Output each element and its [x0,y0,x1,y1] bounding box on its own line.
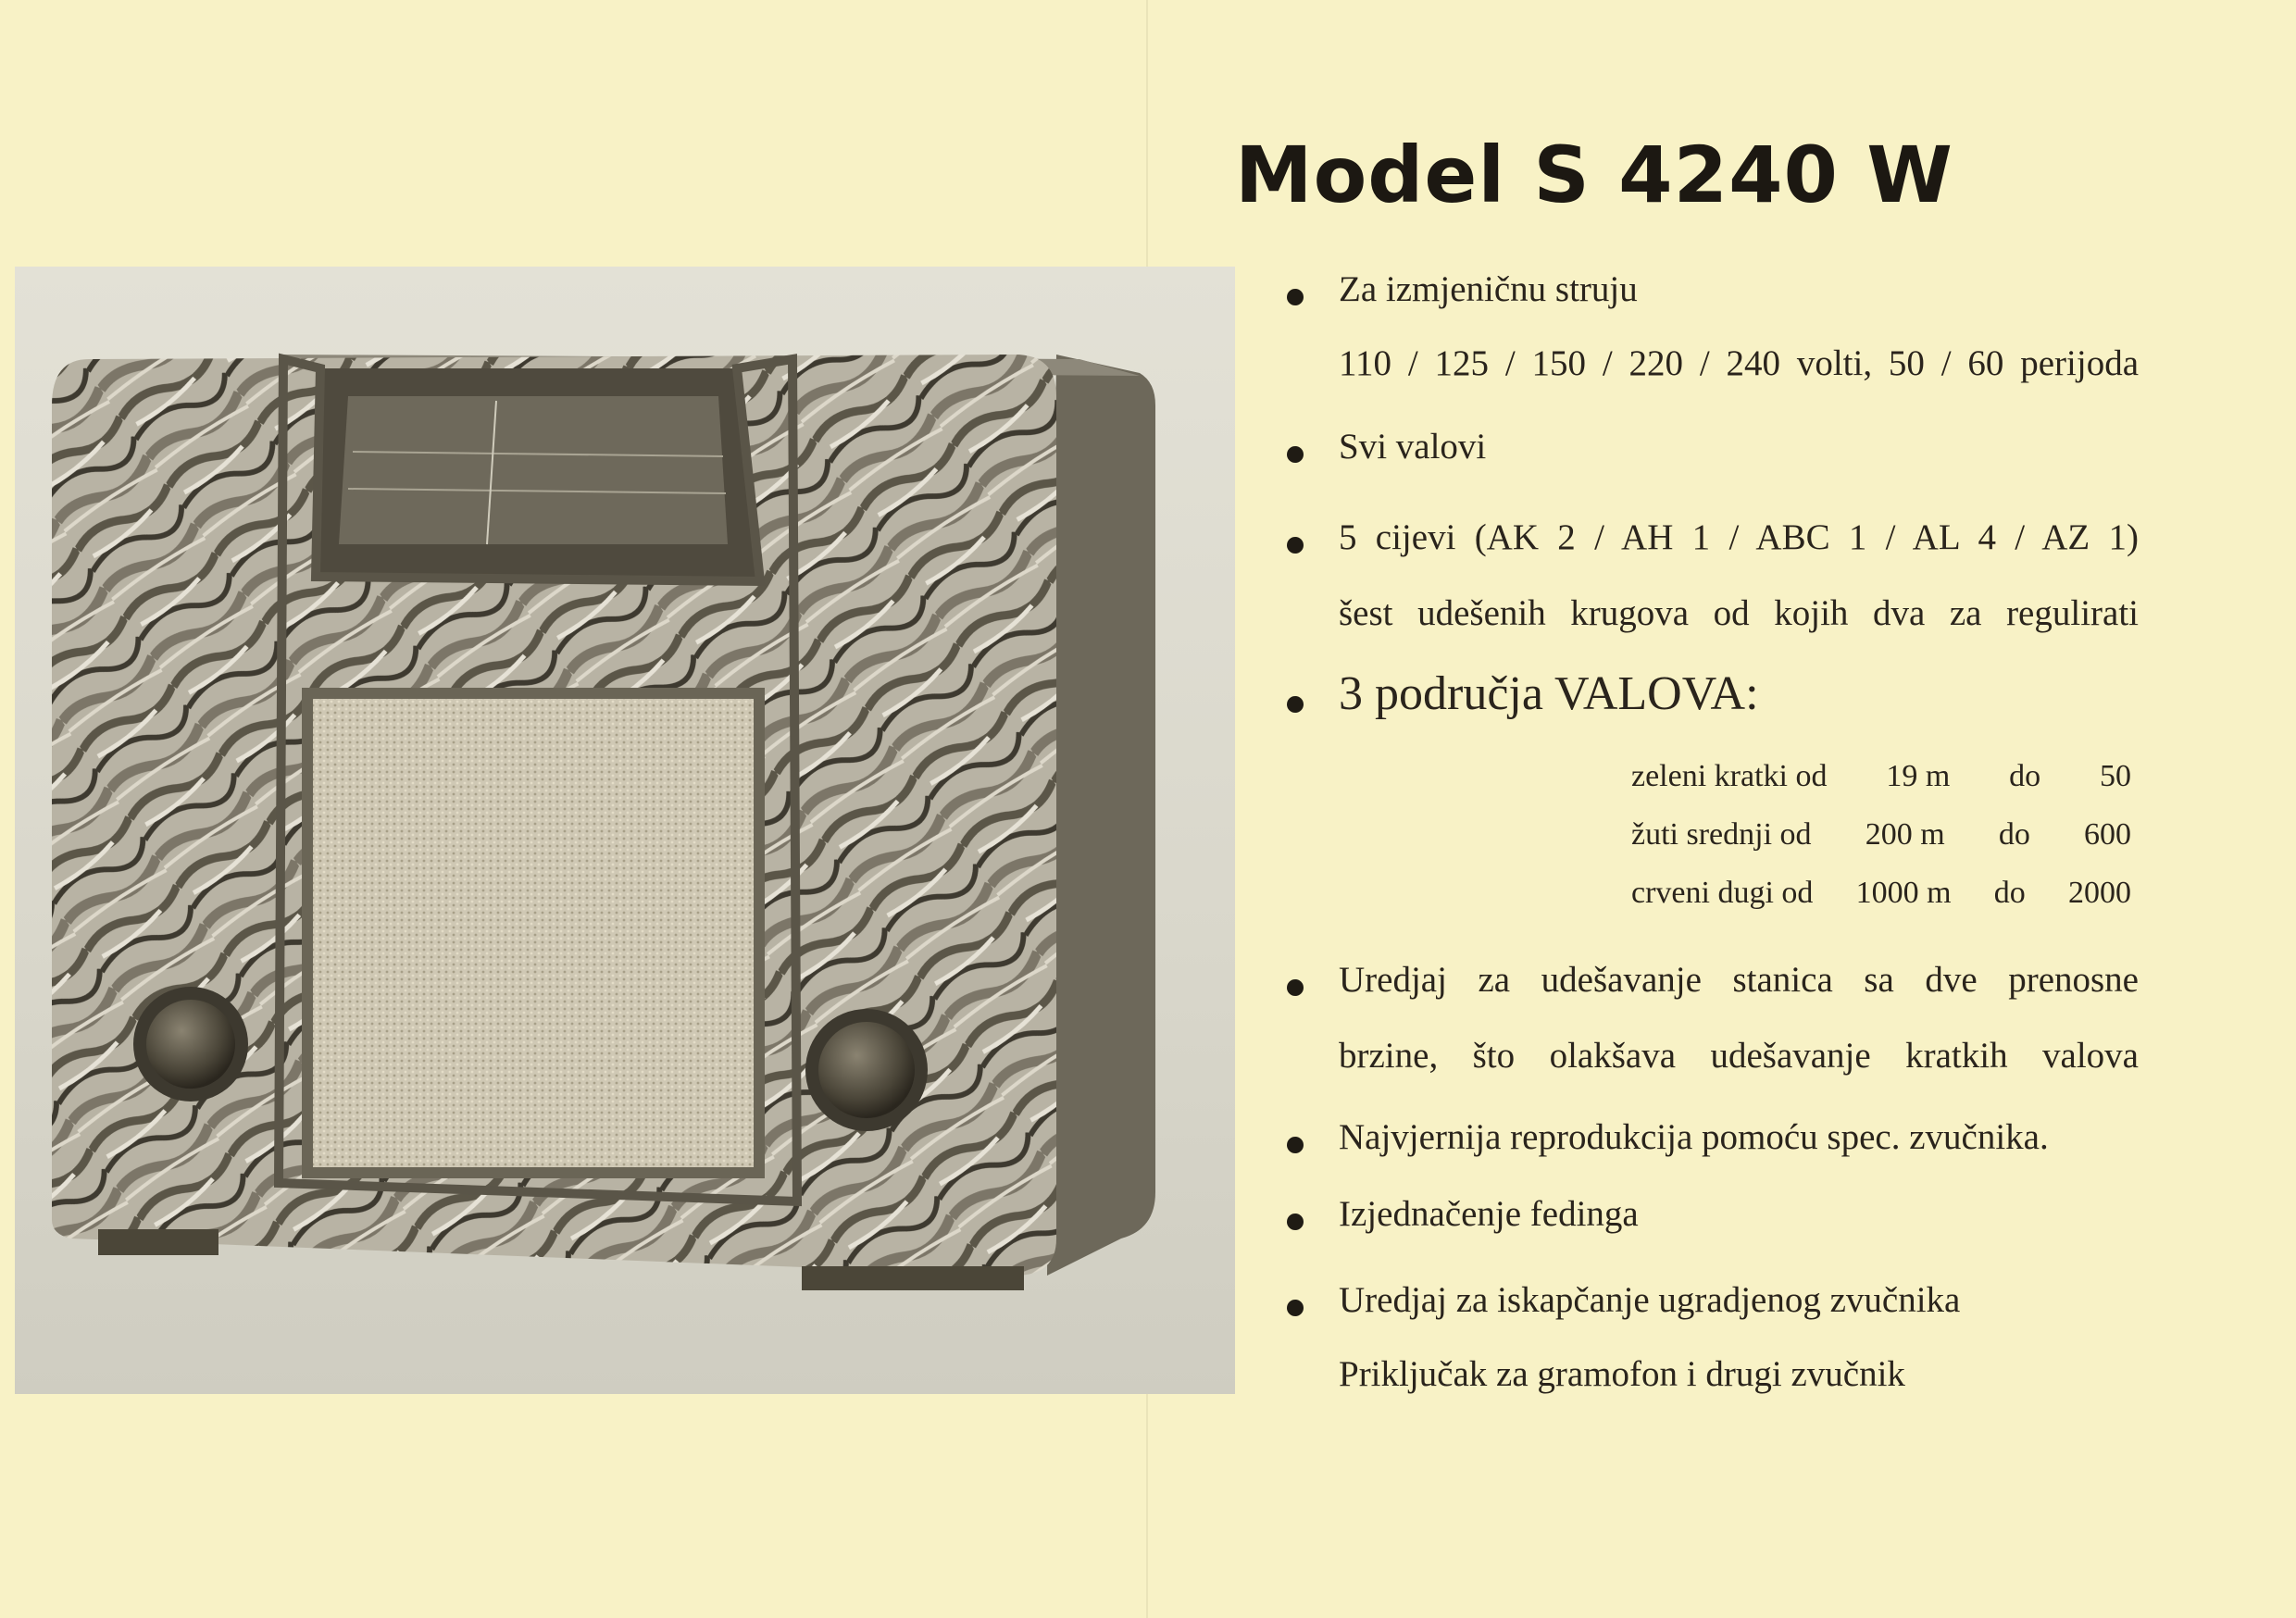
band-name: zeleni kratki od [1631,759,1828,793]
wave-band-row [1631,759,2131,794]
band-from: 1000 m [1855,876,1952,910]
band-name: žuti srednji od [1631,817,1812,852]
wave-band-row [1631,817,2131,853]
bullet-icon [1287,1214,1304,1230]
feature-line: šest udešenih krugova od kojih dva za regulirati [1339,593,2139,633]
bullet-icon [1287,1300,1304,1316]
wave-band-row [1631,876,2131,911]
bullet-icon [1287,537,1304,554]
bullet-icon [1287,1137,1304,1153]
feature-line: Za izmjeničnu struju [1339,269,1638,309]
feature-line: Izjednačenje fedinga [1339,1194,1639,1234]
band-from: 19 m [1886,759,1951,793]
band-name: crveni dugi od [1631,876,1814,910]
band-to-word: do [1998,817,2030,852]
feature-line: 5 cijevi (AK 2 / AH 1 / ABC 1 / AL 4 / AZ 1) [1339,517,2139,557]
band-from: 200 m [1865,817,1945,852]
band-to: 2000 [2067,876,2131,910]
radio-photo [15,267,1235,1394]
feature-line: Priključak za gramofon i drugi zvučnik [1339,1354,1905,1394]
feature-line: 110 / 125 / 150 / 220 / 240 volti, 50 / 60 perijoda [1339,343,2139,383]
radio-receiver-illustration [15,267,1235,1394]
band-to: 600 [2084,817,2131,852]
band-to-word: do [2009,759,2041,793]
bullet-icon [1287,446,1304,463]
feature-line: Najvjernija reprodukcija pomoću spec. zvučnika. [1339,1117,2049,1157]
bullet-icon [1287,696,1304,713]
bullet-icon [1287,289,1304,305]
band-to-word: do [1993,876,2026,910]
feature-line: 3 područja VALOVA: [1339,667,1759,720]
feature-line: brzine, što olakšava udešavanje kratkih valova [1339,1036,2139,1076]
feature-line: Uredjaj za iskapčanje ugradjenog zvučnika [1339,1280,1961,1320]
bullet-icon [1287,979,1304,996]
feature-line: Svi valovi [1339,427,1487,467]
page-title: Model S 4240 W [1235,130,1953,220]
feature-line: Uredjaj za udešavanje stanica sa dve prenosne [1339,960,2139,1000]
band-to: 50 [2099,759,2131,793]
